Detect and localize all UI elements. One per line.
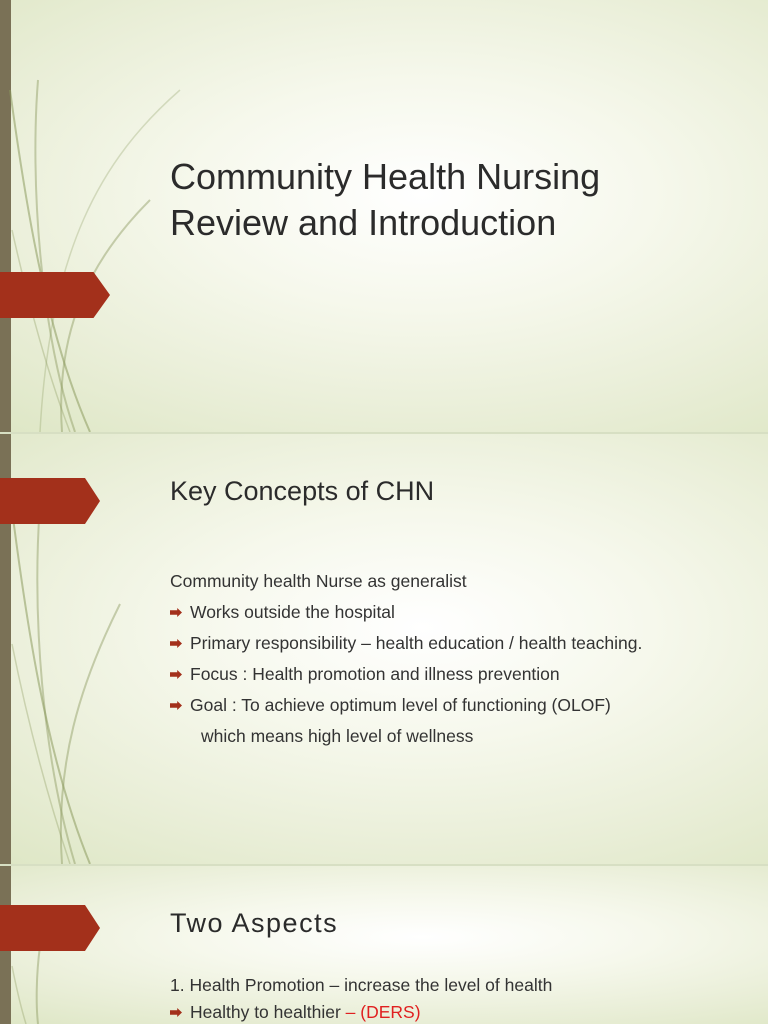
accent-tab bbox=[0, 478, 100, 524]
slide-1-title bbox=[170, 154, 600, 246]
title-line-1: Community Health Nursing bbox=[170, 156, 601, 197]
list-item: Goal : To achieve optimum level of functioning (OLOF) bbox=[170, 695, 611, 716]
list-item: Healthy to healthier – (DERS) bbox=[170, 1002, 421, 1023]
arrow-bullet-icon bbox=[170, 639, 182, 648]
arrow-bullet-icon bbox=[170, 701, 182, 710]
intro-text: Community health Nurse as generalist bbox=[170, 571, 467, 591]
slide-1 bbox=[0, 0, 768, 432]
highlight-text: – (DERS) bbox=[340, 1002, 421, 1022]
list-item: Works outside the hospital bbox=[170, 602, 395, 623]
arrow-bullet-icon bbox=[170, 670, 182, 679]
slide-3-title: Two Aspects bbox=[170, 908, 339, 938]
list-item: Primary responsibility – health education / health teaching. bbox=[170, 633, 642, 654]
accent-tab bbox=[0, 272, 110, 318]
list-item: Focus : Health promotion and illness prevention bbox=[170, 664, 560, 685]
slide-2 bbox=[0, 434, 768, 864]
arrow-bullet-icon bbox=[170, 608, 182, 617]
slide-3 bbox=[0, 866, 768, 1024]
title-line-2: Review and Introduction bbox=[170, 202, 557, 243]
slide-2-title: Key Concepts of CHN bbox=[170, 476, 435, 506]
numbered-item: 1. Health Promotion – increase the level of health bbox=[170, 975, 553, 995]
accent-tab bbox=[0, 905, 100, 951]
continuation-text: which means high level of wellness bbox=[201, 726, 474, 746]
arrow-bullet-icon bbox=[170, 1008, 182, 1017]
